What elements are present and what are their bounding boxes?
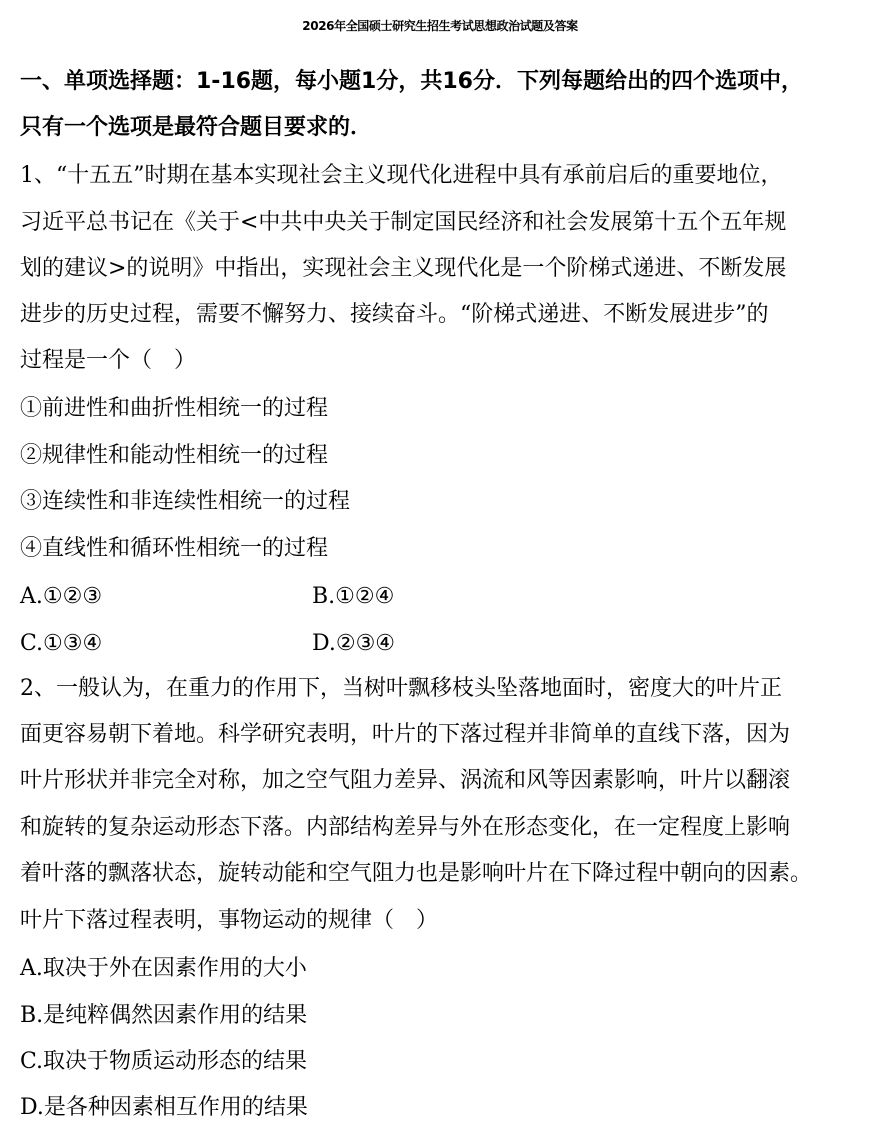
q1-option-d[interactable]: D.②③④ [312, 631, 396, 656]
page-title: 2026年全国硕士研究生招生考试思想政治试题及答案 [302, 19, 578, 33]
q1-option-b[interactable]: B.①②④ [312, 584, 395, 609]
q2-stem-line: 和旋转的复杂运动形态下落。内部结构差异与外在形态变化，在一定程度上影响 [20, 815, 791, 840]
section-heading-line-2: 只有一个选项是最符合题目要求的． [20, 115, 373, 140]
q1-stem-line: 过程是一个（ ） [20, 348, 197, 373]
q2-stem-line: 叶片形状并非完全对称，加之空气阻力差异、涡流和风等因素影响，叶片以翻滚 [20, 768, 791, 793]
q2-option-b[interactable]: B.是纯粹偶然因素作用的结果 [20, 1003, 308, 1028]
q2-option-d[interactable]: D.是各种因素相互作用的结果 [20, 1095, 308, 1120]
q2-option-c[interactable]: C.取决于物质运动形态的结果 [20, 1049, 308, 1074]
q1-option-c[interactable]: C.①③④ [20, 631, 103, 656]
q1-stem-line: 习近平总书记在《关于<中共中央关于制定国民经济和社会发展第十五个五年规 [20, 210, 787, 235]
q2-option-a[interactable]: A.取决于外在因素作用的大小 [20, 956, 307, 981]
q1-statement-3: ③连续性和非连续性相统一的过程 [20, 489, 351, 514]
q1-option-a[interactable]: A.①②③ [20, 584, 103, 609]
q1-statement-1: ①前进性和曲折性相统一的过程 [20, 396, 329, 421]
q2-stem-line: 面更容易朝下着地。科学研究表明，叶片的下落过程并非简单的直线下落，因为 [20, 722, 791, 747]
q1-statement-2: ②规律性和能动性相统一的过程 [20, 443, 329, 468]
q1-statement-4: ④直线性和循环性相统一的过程 [20, 536, 329, 561]
q2-stem-line: 叶片下落过程表明，事物运动的规律（ ） [20, 908, 439, 933]
q1-options-row-1 [20, 581, 620, 613]
section-heading-line-1: 一、单项选择题：1-16题，每小题1分，共16分．下列每题给出的四个选项中， [20, 69, 803, 94]
q1-stem-line: 1、“十五五”时期在基本实现社会主义现代化进程中具有承前启后的重要地位， [20, 163, 783, 188]
q1-stem-line: 划的建议>的说明》中指出，实现社会主义现代化是一个阶梯式递进、不断发展 [20, 256, 787, 281]
q1-options-row-2 [20, 628, 620, 660]
q2-stem-line: 2、一般认为，在重力的作用下，当树叶飘移枝头坠落地面时，密度大的叶片正 [20, 676, 782, 701]
q1-stem-line: 进步的历史过程，需要不懈努力、接续奋斗。“阶梯式递进、不断发展进步”的 [20, 302, 769, 327]
q2-stem-line: 着叶落的飘落状态，旋转动能和空气阻力也是影响叶片在下降过程中朝向的因素。 [20, 861, 813, 886]
